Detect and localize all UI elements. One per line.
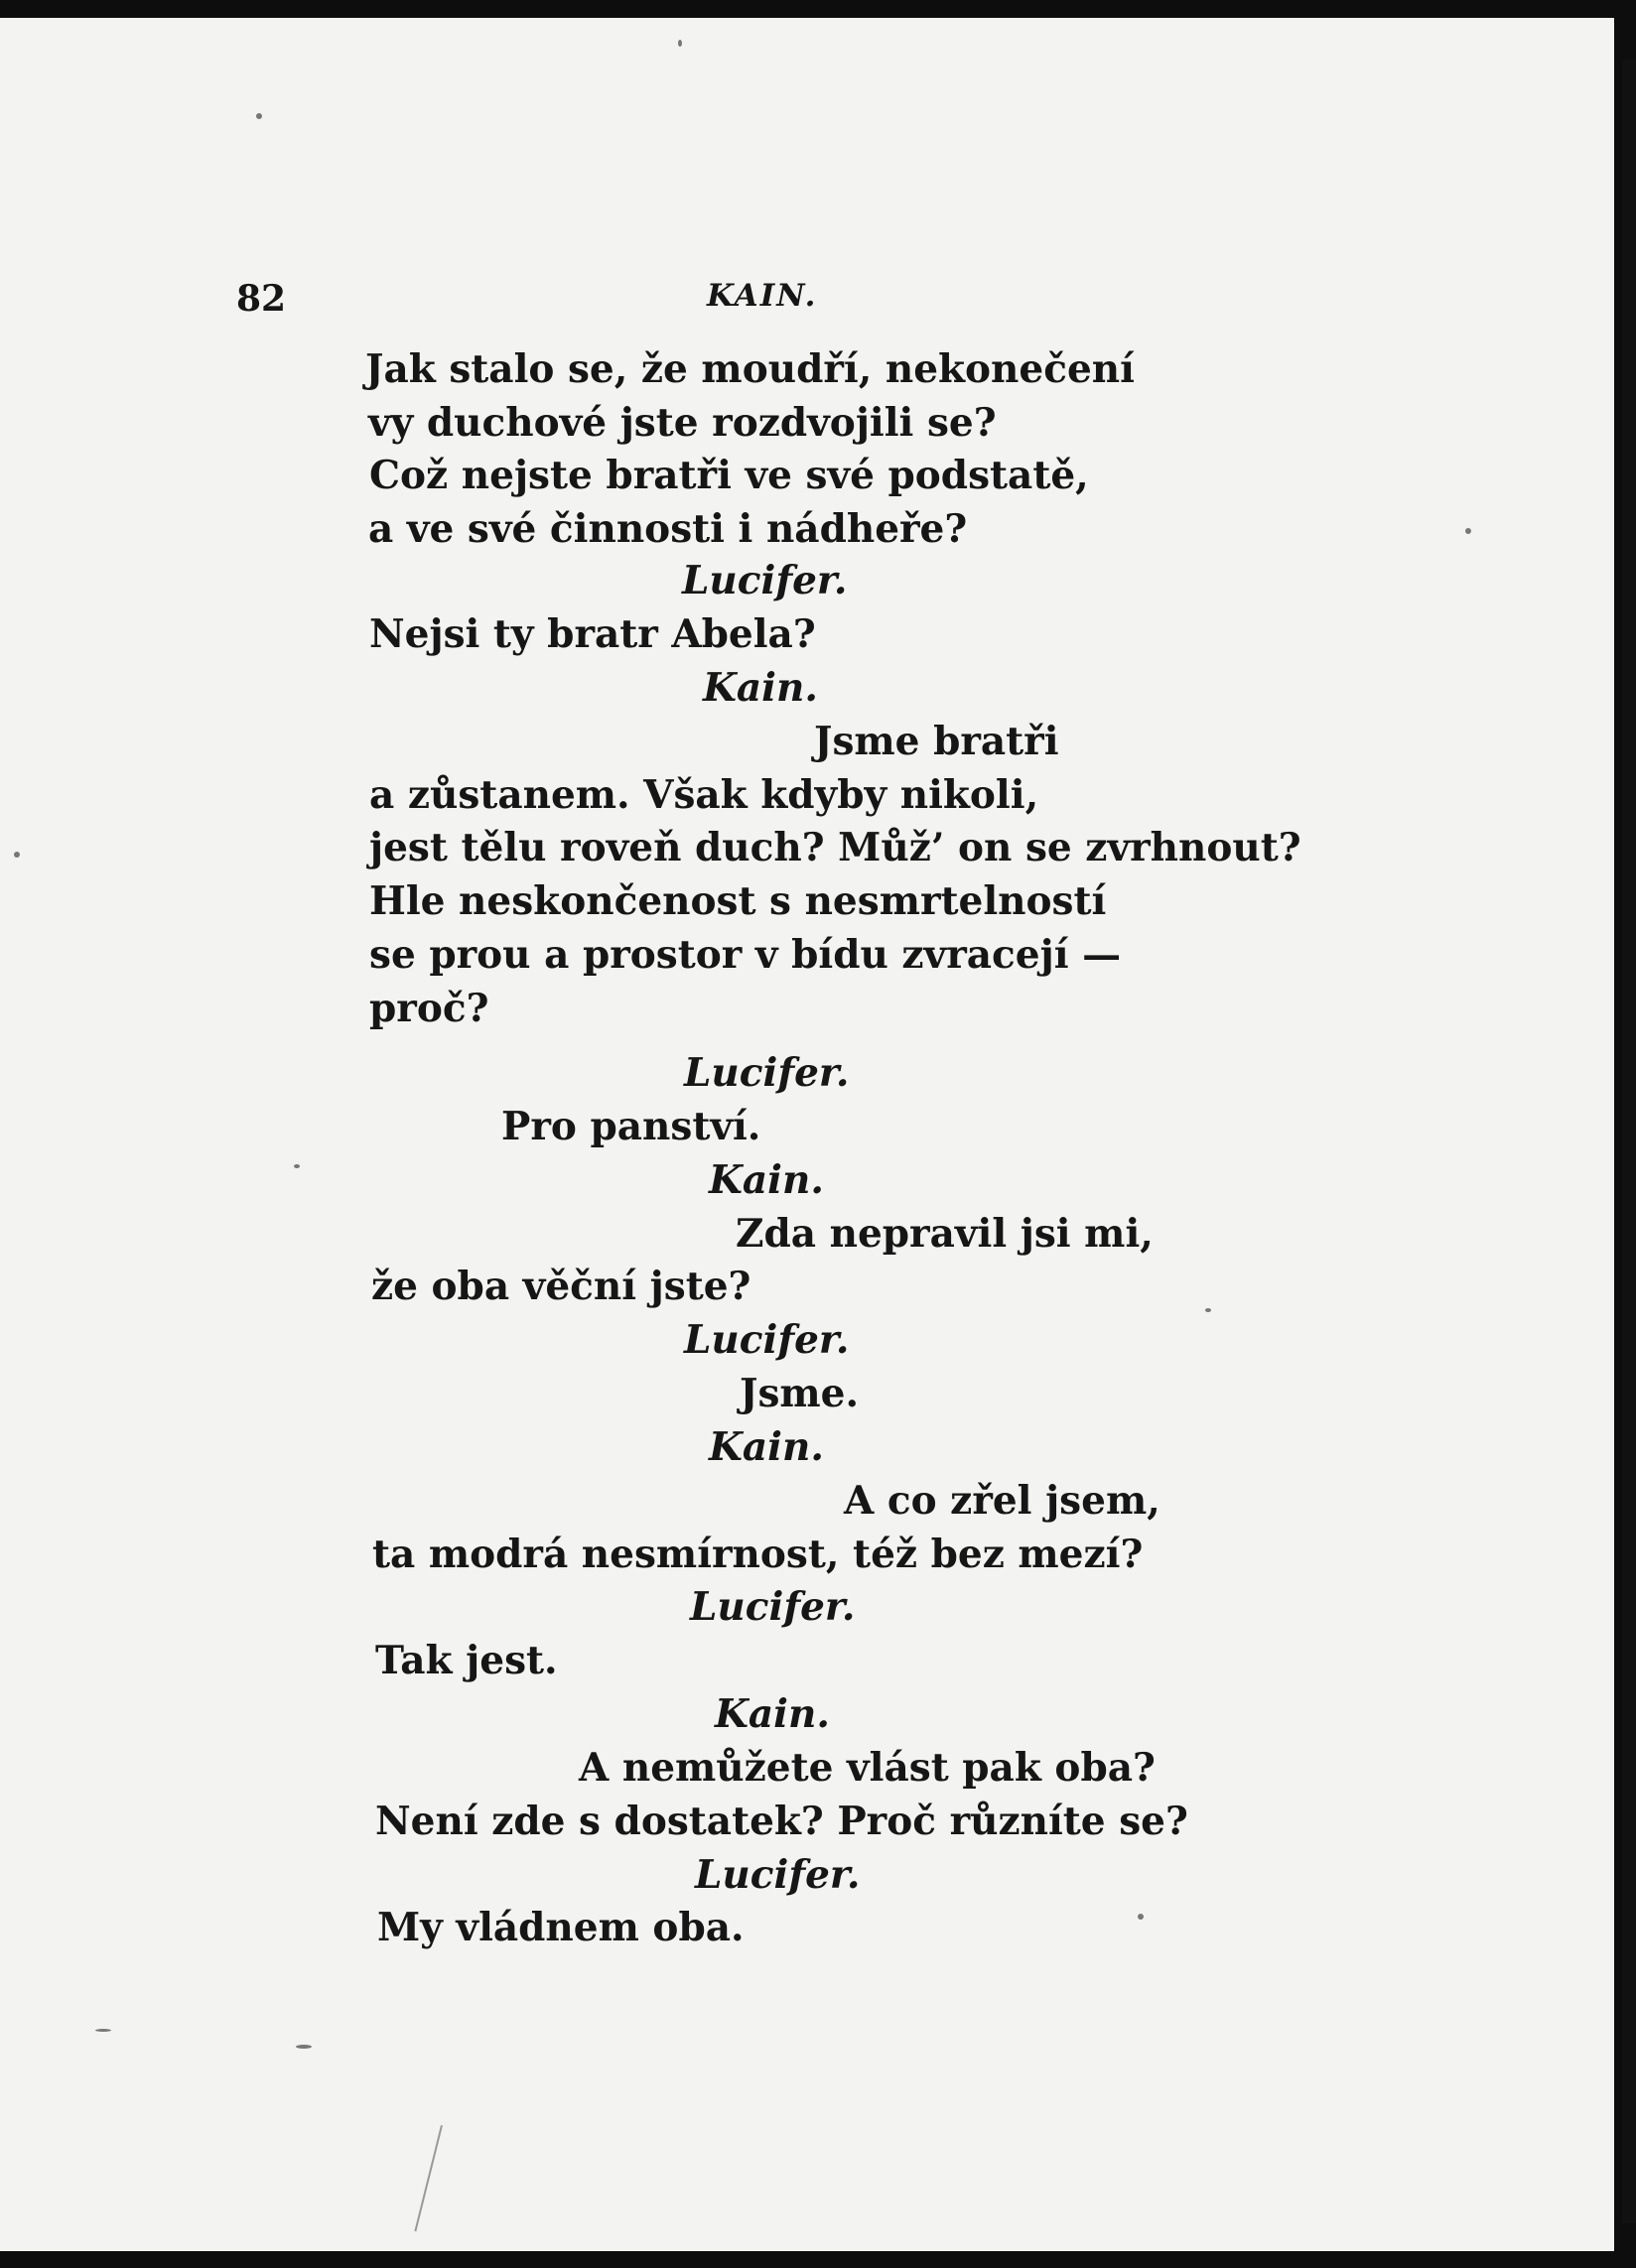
page-number: 82 (236, 278, 287, 320)
paper-speck (14, 852, 20, 858)
paper-speck (294, 1164, 300, 1168)
speaker-name: Lucifer. (695, 1852, 861, 1898)
verse-line: že oba věční jste? (371, 1264, 751, 1309)
verse-line: proč? (369, 986, 489, 1031)
verse-line: Tak jest. (375, 1638, 558, 1683)
verse-line: Není zde s dostatek? Proč různíte se? (375, 1799, 1188, 1844)
verse-line: Zda nepravil jsi mi, (736, 1211, 1154, 1257)
verse-line: Jak stalo se, že moudří, nekonečení (365, 346, 1135, 392)
paper-speck (256, 113, 262, 119)
paper-speck (1205, 1308, 1211, 1312)
speaker-name: Kain. (709, 1424, 824, 1470)
verse-line: ta modrá nesmírnost, též bez mezí? (372, 1532, 1144, 1577)
speaker-name: Kain. (703, 665, 818, 711)
paper-speck (1138, 1914, 1144, 1920)
paper-speck (678, 40, 682, 47)
verse-line: A co zřel jsem, (844, 1478, 1160, 1524)
paper-speck (1465, 528, 1471, 534)
speaker-name: Lucifer. (690, 1584, 856, 1630)
speaker-name: Kain. (715, 1691, 830, 1737)
speaker-name: Kain. (709, 1157, 824, 1203)
verse-line: Pro panství. (501, 1104, 761, 1149)
speaker-name: Lucifer. (684, 1317, 850, 1363)
running-title: KAIN. (707, 278, 818, 314)
verse-line: Hle neskončenost s nesmrtelností (369, 878, 1107, 924)
speaker-name: Lucifer. (684, 1050, 850, 1096)
speaker-name: Lucifer. (682, 558, 848, 603)
paper-speck (95, 2029, 111, 2032)
page-edge-shadow (1622, 60, 1636, 2223)
verse-line: Což nejste bratři ve své podstatě, (369, 453, 1089, 498)
verse-line: a ve své činnosti i nádheře? (368, 506, 968, 552)
verse-line: A nemůžete vlást pak oba? (579, 1745, 1156, 1791)
verse-line: Jsme bratři (814, 719, 1059, 764)
verse-line: My vládnem oba. (377, 1905, 745, 1950)
verse-line: vy duchové jste rozdvojili se? (368, 400, 997, 446)
verse-line: Nejsi ty bratr Abela? (369, 611, 816, 657)
paper-scratch (414, 2125, 443, 2231)
verse-line: jest tělu roveň duch? Můž’ on se zvrhnout? (369, 825, 1301, 870)
verse-line: a zůstanem. Však kdyby nikoli, (369, 772, 1039, 818)
paper-speck (296, 2045, 312, 2049)
book-page (0, 18, 1614, 2251)
verse-line: Jsme. (740, 1371, 860, 1416)
verse-line: se prou a prostor v bídu zvracejí — (369, 932, 1122, 978)
